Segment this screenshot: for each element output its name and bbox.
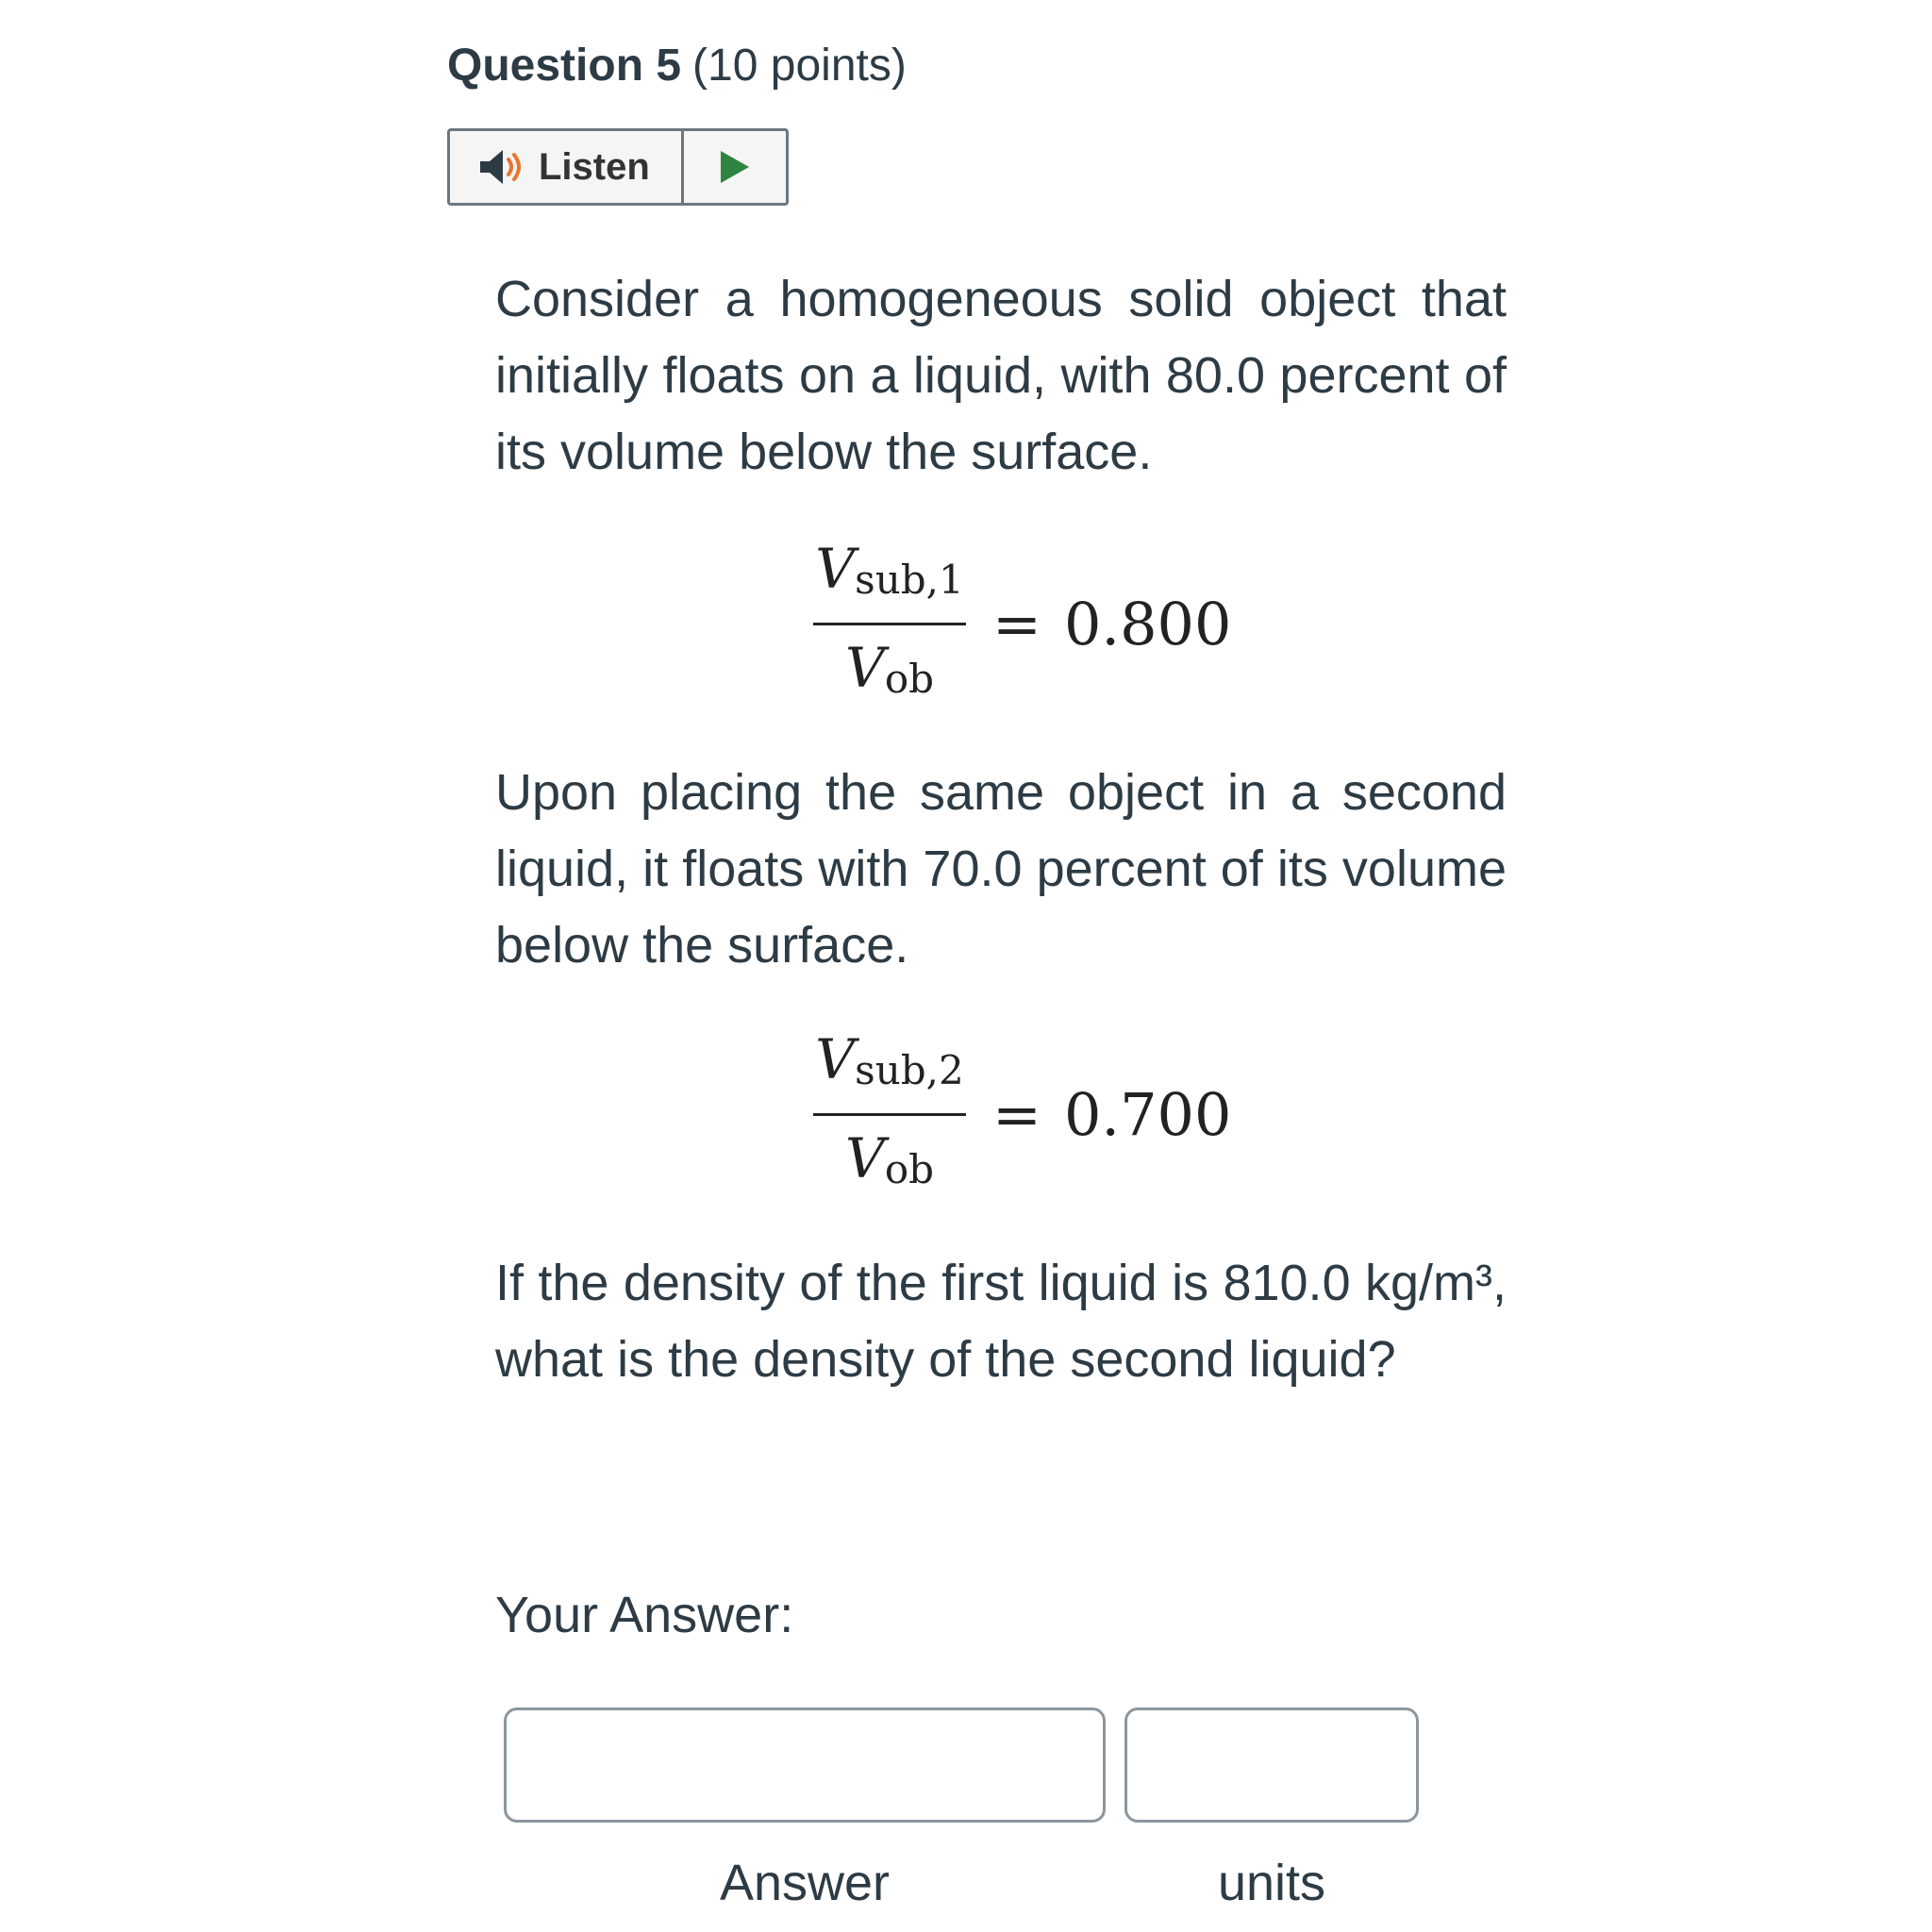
equation-2-fraction xyxy=(813,1026,966,1203)
question-paragraph-1: Consider a homogeneous solid object that initially floats on a liquid, with 80.0 percent of its volume below the surface. xyxy=(495,271,1507,480)
listen-label: Listen xyxy=(539,145,650,188)
equation-1-numerator: Vsub,1 xyxy=(815,536,964,603)
equation-1-denominator: Vob xyxy=(844,635,935,702)
your-answer-heading: Your Answer: xyxy=(495,1587,794,1643)
equation-1 xyxy=(813,536,1232,704)
equation-1-fraction xyxy=(813,536,966,712)
fraction-bar xyxy=(813,1113,966,1116)
equation-1-value: = 0.800 xyxy=(992,589,1232,658)
question-title xyxy=(447,36,907,96)
equation-2-numerator: Vsub,2 xyxy=(815,1026,964,1093)
units-input[interactable] xyxy=(1124,1707,1419,1823)
answer-field-label: Answer xyxy=(719,1855,891,1911)
question-paragraph-3: If the density of the first liquid is 810.0 kg/m³, what is the density of the second liquid? xyxy=(495,1255,1507,1388)
fraction-bar xyxy=(813,623,966,625)
play-icon xyxy=(719,149,751,185)
equation-2 xyxy=(813,1026,1232,1194)
listen-widget xyxy=(447,128,789,206)
question-points: (10 points) xyxy=(692,41,907,91)
play-button[interactable] xyxy=(684,131,786,203)
equation-2-denominator: Vob xyxy=(844,1125,935,1192)
question-number: Question 5 xyxy=(447,41,682,91)
units-field-label: units xyxy=(1217,1855,1326,1911)
question-paragraph-2: Upon placing the same object in a second liquid, it floats with 70.0 percent of its volume below the surface. xyxy=(495,764,1507,974)
speaker-icon xyxy=(476,146,527,188)
answer-input[interactable] xyxy=(504,1707,1106,1823)
listen-button[interactable] xyxy=(450,131,684,203)
equation-2-value: = 0.700 xyxy=(992,1079,1232,1149)
